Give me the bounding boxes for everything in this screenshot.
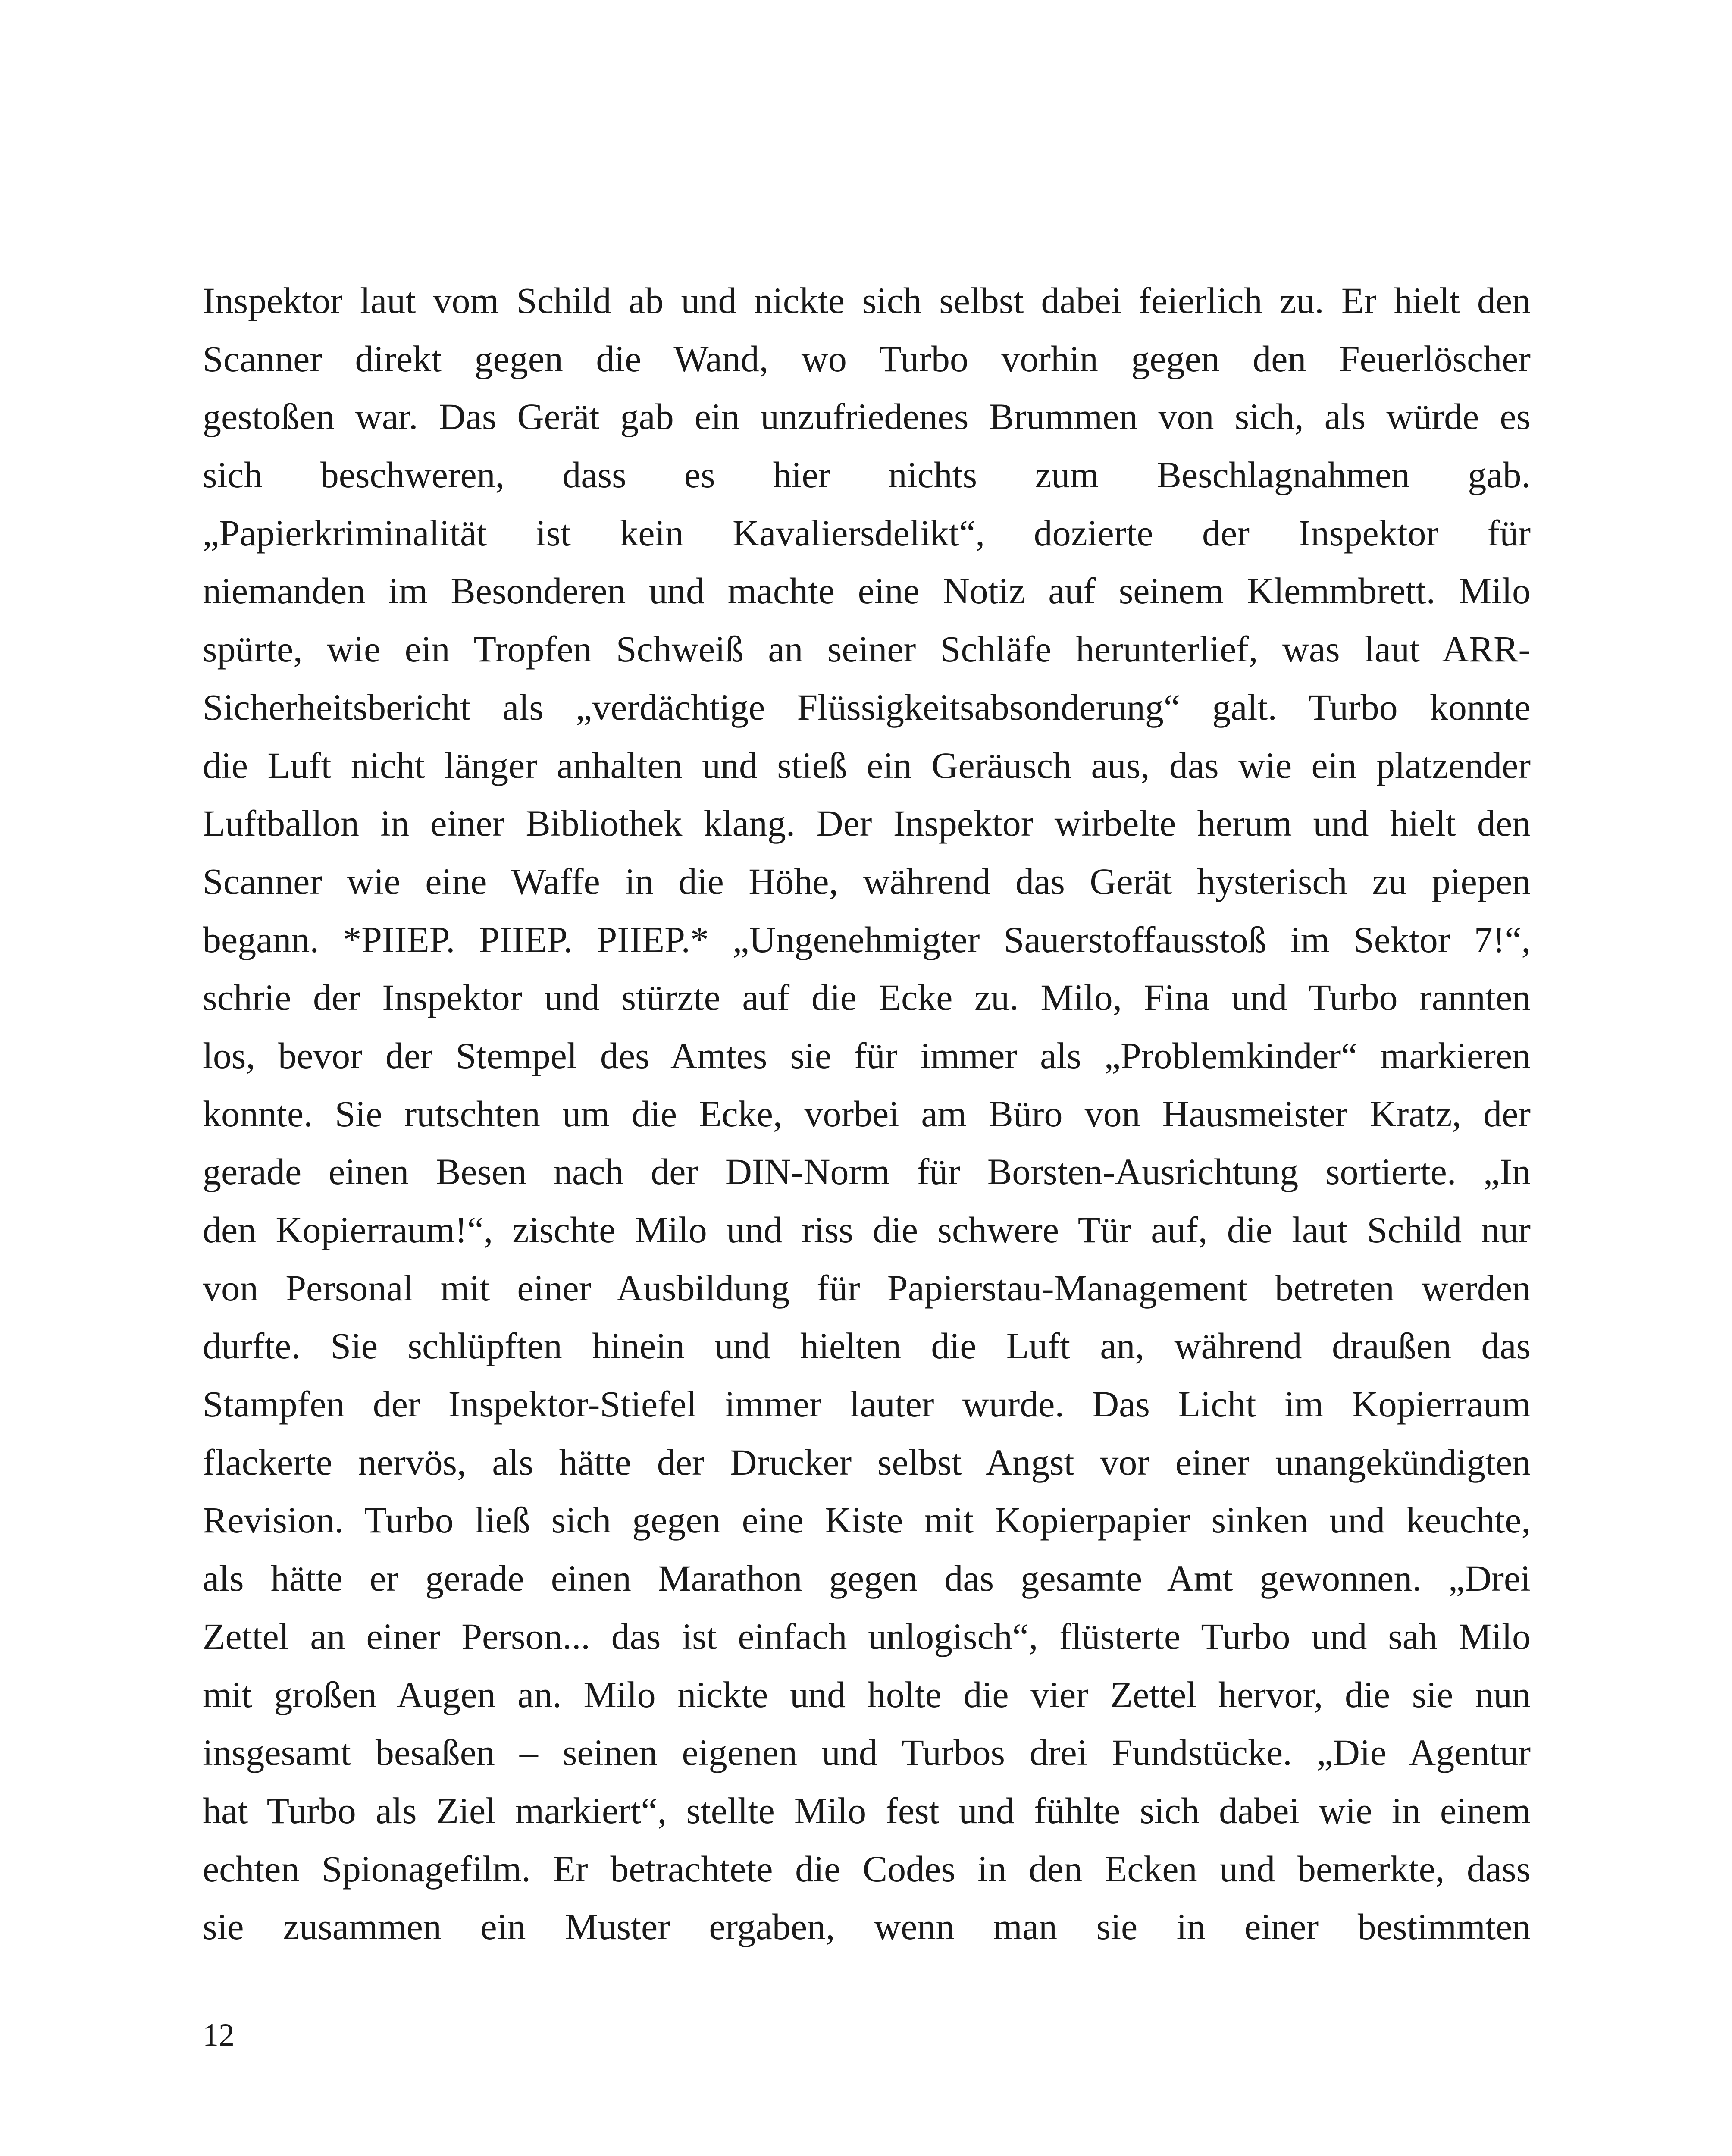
text-line: los, bevor der Stempel des Amtes sie für immer als „Problemkinder“ markieren [203,1034,1531,1076]
text-line: Scanner direkt gegen die Wand, wo Turbo vorhin gegen den Feuerlöscher [203,338,1531,379]
text-line: Scanner wie eine Waffe in die Höhe, während das Gerät hysterisch zu piepen [203,860,1531,902]
text-line: Zettel an einer Person... das ist einfach unlogisch“, flüsterte Turbo und sah Milo [203,1615,1531,1657]
text-line: Stampfen der Inspektor-Stiefel immer lauter wurde. Das Licht im Kopierraum [203,1383,1531,1425]
body-text [203,272,1531,1956]
text-line: sich beschweren, dass es hier nichts zum Beschlagnahmen gab. [203,454,1531,496]
text-line: echten Spionagefilm. Er betrachtete die Codes in den Ecken und bemerkte, dass [203,1848,1531,1890]
text-line: mit großen Augen an. Milo nickte und holte die vier Zettel hervor, die sie nun [203,1673,1531,1715]
text-line: begann. *PIIEP. PIIEP. PIIEP.* „Ungenehmigter Sauerstoffausstoß im Sektor 7!“, [203,918,1531,960]
text-line: Revision. Turbo ließ sich gegen eine Kiste mit Kopierpapier sinken und keuchte, [203,1499,1531,1541]
text-line: von Personal mit einer Ausbildung für Papierstau-Management betreten werden [203,1267,1531,1309]
text-line: hat Turbo als Ziel markiert“, stellte Milo fest und fühlte sich dabei wie in einem [203,1789,1531,1831]
text-line: den Kopierraum!“, zischte Milo und riss die schwere Tür auf, die laut Schild nur [203,1209,1531,1250]
text-line: als hätte er gerade einen Marathon gegen das gesamte Amt gewonnen. „Drei [203,1557,1531,1599]
text-line: spürte, wie ein Tropfen Schweiß an seiner Schläfe herunterlief, was laut ARR- [203,628,1531,670]
text-line: sie zusammen ein Muster ergaben, wenn man sie in einer bestimmten [203,1906,1531,1948]
text-line: Sicherheitsbericht als „verdächtige Flüssigkeitsabsonderung“ galt. Turbo konnte [203,686,1531,728]
text-line: flackerte nervös, als hätte der Drucker selbst Angst vor einer unangekündigten [203,1441,1531,1483]
text-line: insgesamt besaßen – seinen eigenen und Turbos drei Fundstücke. „Die Agentur [203,1732,1531,1774]
text-line: schrie der Inspektor und stürzte auf die Ecke zu. Milo, Fina und Turbo rannten [203,977,1531,1018]
text-line: die Luft nicht länger anhalten und stieß ein Geräusch aus, das wie ein platzender [203,744,1531,786]
text-line: „Papierkriminalität ist kein Kavaliersdelikt“, dozierte der Inspektor für [203,512,1531,554]
page-number: 12 [203,2018,235,2053]
text-line: gestoßen war. Das Gerät gab ein unzufriedenes Brummen von sich, als würde es [203,396,1531,438]
text-line: niemanden im Besonderen und machte eine Notiz auf seinem Klemmbrett. Milo [203,570,1531,612]
text-line: durfte. Sie schlüpften hinein und hielten die Luft an, während draußen das [203,1325,1531,1367]
text-line: Inspektor laut vom Schild ab und nickte sich selbst dabei feierlich zu. Er hielt den [203,280,1531,321]
text-line: gerade einen Besen nach der DIN-Norm für Borsten-Ausrichtung sortierte. „In [203,1151,1531,1193]
text-line: konnte. Sie rutschten um die Ecke, vorbei am Büro von Hausmeister Kratz, der [203,1093,1531,1134]
text-line: Luftballon in einer Bibliothek klang. Der Inspektor wirbelte herum und hielt den [203,802,1531,844]
